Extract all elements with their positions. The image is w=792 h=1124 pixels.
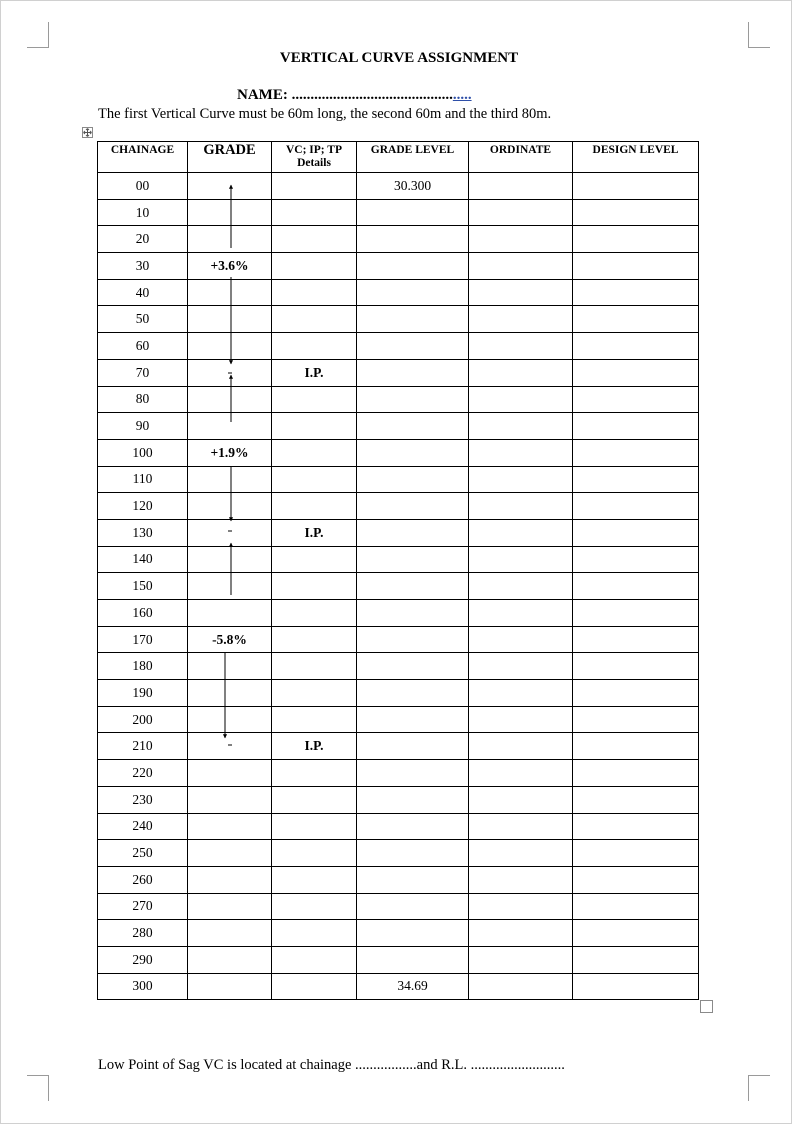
cell-grade-level[interactable] — [357, 386, 469, 413]
cell-design-level[interactable] — [573, 333, 699, 360]
cell-ordinate[interactable] — [469, 466, 573, 493]
cell-grade-level[interactable] — [357, 279, 469, 306]
cell-design-level[interactable] — [573, 226, 699, 253]
table-body — [98, 173, 699, 1000]
cell-design-level[interactable] — [573, 173, 699, 200]
cell-grade-level[interactable] — [357, 226, 469, 253]
table-row — [98, 546, 699, 573]
cell-grade — [188, 333, 272, 360]
cell-grade-level[interactable] — [357, 333, 469, 360]
table-row — [98, 386, 699, 413]
cell-chainage: 190 — [98, 680, 188, 707]
cell-vc-details[interactable] — [272, 279, 357, 306]
crop-mark-bottom-right — [748, 1075, 770, 1101]
cell-ordinate[interactable] — [469, 840, 573, 867]
cell-design-level[interactable] — [573, 493, 699, 520]
cell-design-level[interactable] — [573, 600, 699, 627]
cell-vc-details[interactable] — [272, 866, 357, 893]
table-header-row — [98, 142, 699, 173]
cell-grade — [188, 946, 272, 973]
cell-grade-level[interactable] — [357, 493, 469, 520]
cell-vc-details[interactable] — [272, 573, 357, 600]
cell-vc-details[interactable] — [272, 413, 357, 440]
cell-chainage: 140 — [98, 546, 188, 573]
cell-grade-level[interactable] — [357, 946, 469, 973]
table-row — [98, 680, 699, 707]
cell-chainage: 00 — [98, 173, 188, 200]
table-row — [98, 173, 699, 200]
table-resize-icon[interactable] — [700, 1000, 713, 1013]
table-row — [98, 760, 699, 787]
cell-grade — [188, 760, 272, 787]
cell-grade-level[interactable] — [357, 573, 469, 600]
cell-vc-details[interactable]: I.P. — [272, 359, 357, 386]
table-row — [98, 493, 699, 520]
cell-grade-level[interactable] — [357, 626, 469, 653]
cell-design-level[interactable] — [573, 786, 699, 813]
cell-vc-details[interactable] — [272, 466, 357, 493]
cell-grade-level[interactable] — [357, 413, 469, 440]
cell-grade — [188, 546, 272, 573]
crop-mark-top-left — [27, 22, 49, 48]
cell-grade-level[interactable] — [357, 733, 469, 760]
table-row — [98, 439, 699, 466]
cell-chainage: 270 — [98, 893, 188, 920]
cell-grade-level[interactable] — [357, 760, 469, 787]
cell-design-level[interactable] — [573, 626, 699, 653]
instruction-text: The first Vertical Curve must be 60m long, the second 60m and the third 80m. — [98, 106, 552, 122]
cell-ordinate[interactable] — [469, 359, 573, 386]
cell-grade: +3.6% — [188, 253, 272, 280]
table-row — [98, 519, 699, 546]
table-row — [98, 866, 699, 893]
cell-grade-level[interactable]: 30.300 — [357, 173, 469, 200]
cell-vc-details[interactable] — [272, 600, 357, 627]
cell-vc-details[interactable] — [272, 199, 357, 226]
cell-ordinate[interactable] — [469, 920, 573, 947]
cell-grade-level[interactable] — [357, 546, 469, 573]
cell-chainage: 210 — [98, 733, 188, 760]
cell-ordinate[interactable] — [469, 813, 573, 840]
cell-grade — [188, 493, 272, 520]
cell-grade — [188, 813, 272, 840]
table-row — [98, 706, 699, 733]
cell-chainage: 200 — [98, 706, 188, 733]
header-ordinate: ORDINATE — [469, 142, 573, 173]
table-row — [98, 413, 699, 440]
cell-vc-details[interactable]: I.P. — [272, 733, 357, 760]
cell-vc-details[interactable] — [272, 226, 357, 253]
cell-vc-details[interactable] — [272, 706, 357, 733]
header-vc-line1: VC; IP; TP — [285, 144, 342, 156]
cell-ordinate[interactable] — [469, 386, 573, 413]
cell-grade — [188, 386, 272, 413]
cell-chainage: 130 — [98, 519, 188, 546]
cell-design-level[interactable] — [573, 760, 699, 787]
cell-vc-details[interactable] — [272, 893, 357, 920]
cell-chainage: 280 — [98, 920, 188, 947]
cell-design-level[interactable] — [573, 359, 699, 386]
cell-chainage: 250 — [98, 840, 188, 867]
cell-grade-level[interactable] — [357, 253, 469, 280]
cell-ordinate[interactable] — [469, 893, 573, 920]
header-chainage: CHAINAGE — [98, 142, 188, 173]
cell-grade-level[interactable] — [357, 680, 469, 707]
cell-chainage: 40 — [98, 279, 188, 306]
cell-grade-level[interactable] — [357, 519, 469, 546]
cell-vc-details[interactable] — [272, 333, 357, 360]
table-row — [98, 813, 699, 840]
footer-question: Low Point of Sag VC is located at chainage .................and R.L. .......................... — [98, 1057, 565, 1073]
cell-vc-details[interactable] — [272, 920, 357, 947]
cell-grade-level[interactable] — [357, 893, 469, 920]
cell-ordinate[interactable] — [469, 653, 573, 680]
cell-grade-level[interactable] — [357, 653, 469, 680]
cell-design-level[interactable] — [573, 573, 699, 600]
cell-grade-level[interactable] — [357, 813, 469, 840]
cell-grade — [188, 413, 272, 440]
cell-grade — [188, 706, 272, 733]
cell-design-level[interactable] — [573, 706, 699, 733]
cell-design-level[interactable] — [573, 733, 699, 760]
cell-chainage: 260 — [98, 866, 188, 893]
table-row — [98, 786, 699, 813]
table-row — [98, 893, 699, 920]
cell-vc-details[interactable] — [272, 493, 357, 520]
cell-ordinate[interactable] — [469, 600, 573, 627]
cell-design-level[interactable] — [573, 973, 699, 1000]
cell-grade — [188, 226, 272, 253]
cell-grade — [188, 573, 272, 600]
cell-chainage: 100 — [98, 439, 188, 466]
cell-vc-details[interactable] — [272, 760, 357, 787]
cell-grade — [188, 600, 272, 627]
cell-grade-level[interactable] — [357, 306, 469, 333]
table-row — [98, 626, 699, 653]
cell-grade — [188, 733, 272, 760]
cell-grade-level[interactable] — [357, 706, 469, 733]
cell-design-level[interactable] — [573, 306, 699, 333]
cell-grade — [188, 893, 272, 920]
cell-chainage: 70 — [98, 359, 188, 386]
cell-grade-level[interactable] — [357, 359, 469, 386]
cell-chainage: 240 — [98, 813, 188, 840]
cell-chainage: 120 — [98, 493, 188, 520]
cell-chainage: 10 — [98, 199, 188, 226]
cell-grade — [188, 786, 272, 813]
header-vc-details — [272, 142, 357, 173]
cell-design-level[interactable] — [573, 893, 699, 920]
cell-design-level[interactable] — [573, 279, 699, 306]
cell-ordinate[interactable] — [469, 173, 573, 200]
cell-ordinate[interactable] — [469, 760, 573, 787]
cell-vc-details[interactable] — [272, 813, 357, 840]
cell-ordinate[interactable] — [469, 199, 573, 226]
cell-grade — [188, 840, 272, 867]
cell-grade: -5.8% — [188, 626, 272, 653]
cell-vc-details[interactable]: I.P. — [272, 519, 357, 546]
cell-grade — [188, 653, 272, 680]
cell-design-level[interactable] — [573, 920, 699, 947]
cell-vc-details[interactable] — [272, 626, 357, 653]
cell-design-level[interactable] — [573, 466, 699, 493]
cell-ordinate[interactable] — [469, 279, 573, 306]
cell-chainage: 20 — [98, 226, 188, 253]
cell-chainage: 170 — [98, 626, 188, 653]
cell-grade — [188, 359, 272, 386]
cell-ordinate[interactable] — [469, 226, 573, 253]
header-grade-level: GRADE LEVEL — [357, 142, 469, 173]
cell-ordinate[interactable] — [469, 439, 573, 466]
crop-mark-bottom-left — [27, 1075, 49, 1101]
cell-design-level[interactable] — [573, 840, 699, 867]
cell-vc-details[interactable] — [272, 680, 357, 707]
curve-table — [97, 141, 699, 1000]
cell-grade: +1.9% — [188, 439, 272, 466]
cell-grade — [188, 466, 272, 493]
cell-chainage: 110 — [98, 466, 188, 493]
cell-grade-level[interactable] — [357, 920, 469, 947]
cell-vc-details[interactable] — [272, 973, 357, 1000]
cell-chainage: 50 — [98, 306, 188, 333]
table-row — [98, 466, 699, 493]
cell-grade — [188, 680, 272, 707]
cell-grade — [188, 173, 272, 200]
cell-chainage: 300 — [98, 973, 188, 1000]
cell-ordinate[interactable] — [469, 253, 573, 280]
cell-grade — [188, 306, 272, 333]
cell-chainage: 230 — [98, 786, 188, 813]
table-row — [98, 840, 699, 867]
cell-ordinate[interactable] — [469, 333, 573, 360]
cell-grade-level[interactable]: 34.69 — [357, 973, 469, 1000]
cell-ordinate[interactable] — [469, 546, 573, 573]
cell-chainage: 180 — [98, 653, 188, 680]
cell-ordinate[interactable] — [469, 946, 573, 973]
name-dots-tail: ..... — [452, 87, 472, 103]
cell-ordinate[interactable] — [469, 519, 573, 546]
cell-vc-details[interactable] — [272, 786, 357, 813]
cell-ordinate[interactable] — [469, 626, 573, 653]
table-row — [98, 306, 699, 333]
cell-grade — [188, 199, 272, 226]
cell-chainage: 60 — [98, 333, 188, 360]
cell-grade — [188, 279, 272, 306]
table-row — [98, 359, 699, 386]
table-row — [98, 253, 699, 280]
table-row — [98, 733, 699, 760]
table-row — [98, 333, 699, 360]
cell-grade-level[interactable] — [357, 439, 469, 466]
cell-grade — [188, 920, 272, 947]
cell-grade-level[interactable] — [357, 866, 469, 893]
cell-chainage: 160 — [98, 600, 188, 627]
table-row — [98, 573, 699, 600]
table-row — [98, 973, 699, 1000]
cell-chainage: 80 — [98, 386, 188, 413]
table-row — [98, 653, 699, 680]
cell-design-level[interactable] — [573, 439, 699, 466]
name-label: NAME: ........................................... — [237, 87, 453, 103]
cell-design-level[interactable] — [573, 653, 699, 680]
cell-design-level[interactable] — [573, 413, 699, 440]
cell-vc-details[interactable] — [272, 439, 357, 466]
header-design-level: DESIGN LEVEL — [573, 142, 699, 173]
cell-ordinate[interactable] — [469, 786, 573, 813]
cell-ordinate[interactable] — [469, 680, 573, 707]
cell-design-level[interactable] — [573, 946, 699, 973]
table-row — [98, 279, 699, 306]
cell-grade — [188, 973, 272, 1000]
cell-chainage: 290 — [98, 946, 188, 973]
cell-vc-details[interactable] — [272, 253, 357, 280]
cell-vc-details[interactable] — [272, 386, 357, 413]
cell-vc-details[interactable] — [272, 653, 357, 680]
crop-mark-top-right — [748, 22, 770, 48]
cell-ordinate[interactable] — [469, 706, 573, 733]
cell-grade-level[interactable] — [357, 466, 469, 493]
cell-vc-details[interactable] — [272, 946, 357, 973]
table-row — [98, 600, 699, 627]
cell-design-level[interactable] — [573, 546, 699, 573]
cell-chainage: 90 — [98, 413, 188, 440]
cell-ordinate[interactable] — [469, 973, 573, 1000]
cell-design-level[interactable] — [573, 519, 699, 546]
cell-design-level[interactable] — [573, 386, 699, 413]
cell-grade-level[interactable] — [357, 840, 469, 867]
cell-vc-details[interactable] — [272, 306, 357, 333]
cell-chainage: 220 — [98, 760, 188, 787]
cell-ordinate[interactable] — [469, 866, 573, 893]
table-move-icon[interactable] — [82, 127, 93, 138]
document-title: VERTICAL CURVE ASSIGNMENT — [279, 50, 519, 66]
cell-grade-level[interactable] — [357, 786, 469, 813]
cell-vc-details[interactable] — [272, 840, 357, 867]
cell-grade-level[interactable] — [357, 199, 469, 226]
cell-ordinate[interactable] — [469, 413, 573, 440]
table-row — [98, 946, 699, 973]
cell-design-level[interactable] — [573, 199, 699, 226]
table-row — [98, 199, 699, 226]
cell-grade-level[interactable] — [357, 600, 469, 627]
cell-ordinate[interactable] — [469, 493, 573, 520]
cell-grade — [188, 866, 272, 893]
cell-chainage: 150 — [98, 573, 188, 600]
cell-design-level[interactable] — [573, 866, 699, 893]
cell-ordinate[interactable] — [469, 306, 573, 333]
cell-chainage: 30 — [98, 253, 188, 280]
cell-design-level[interactable] — [573, 253, 699, 280]
name-field[interactable] — [237, 87, 472, 104]
cell-design-level[interactable] — [573, 680, 699, 707]
cell-ordinate[interactable] — [469, 573, 573, 600]
cell-vc-details[interactable] — [272, 546, 357, 573]
header-vc-line2: Details — [297, 157, 331, 169]
table-row — [98, 226, 699, 253]
cell-grade — [188, 519, 272, 546]
cell-vc-details[interactable] — [272, 173, 357, 200]
table-row — [98, 920, 699, 947]
header-grade: GRADE — [188, 142, 272, 173]
cell-design-level[interactable] — [573, 813, 699, 840]
cell-ordinate[interactable] — [469, 733, 573, 760]
